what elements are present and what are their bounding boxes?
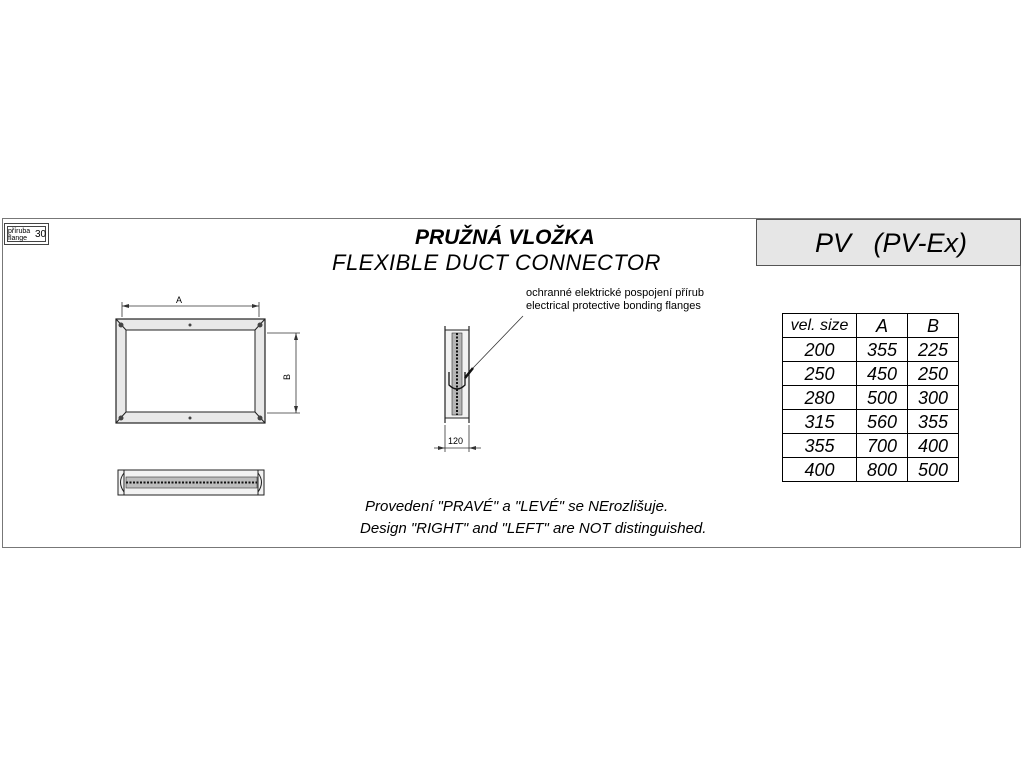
cell-b: 400 [908, 434, 959, 458]
table-row [783, 458, 959, 482]
side-view [445, 316, 730, 423]
cell-size: 280 [783, 386, 857, 410]
cell-size: 400 [783, 458, 857, 482]
size-table-header [783, 314, 959, 338]
header-size: vel. size [783, 314, 857, 338]
dimension-width-label: 120 [448, 436, 464, 446]
cell-b: 225 [908, 338, 959, 362]
cell-a: 500 [857, 386, 908, 410]
header-a: A [857, 314, 908, 338]
dimension-width [434, 425, 481, 452]
table-row [783, 362, 959, 386]
cell-size: 355 [783, 434, 857, 458]
size-table [782, 313, 959, 482]
title-czech: PRUŽNÁ VLOŽKA [415, 226, 595, 249]
flange-tag-value: 30 [35, 229, 47, 240]
top-view [118, 470, 264, 495]
title-english: FLEXIBLE DUCT CONNECTOR [332, 250, 661, 275]
dimension-a-label: A [176, 295, 183, 305]
dimension-b-label: B [282, 373, 292, 380]
design-note-english: Design "RIGHT" and "LEFT" are NOT distinguished. [360, 520, 707, 537]
cell-b: 250 [908, 362, 959, 386]
front-view [116, 319, 265, 423]
flange-tag-en: flange [8, 235, 28, 242]
bonding-note-english: electrical protective bonding flanges [526, 300, 701, 312]
cell-a: 800 [857, 458, 908, 482]
bonding-note-czech: ochranné elektrické pospojení přírub [526, 287, 704, 299]
flange-tag-cz: příruba [8, 228, 31, 235]
cell-a: 450 [857, 362, 908, 386]
table-row [783, 410, 959, 434]
cell-b: 300 [908, 386, 959, 410]
dimension-a [122, 295, 259, 317]
table-row [783, 434, 959, 458]
table-row [783, 338, 959, 362]
cell-b: 500 [908, 458, 959, 482]
model-label: PV (PV-Ex) [815, 228, 968, 258]
cell-size: 200 [783, 338, 857, 362]
cell-size: 315 [783, 410, 857, 434]
cell-a: 355 [857, 338, 908, 362]
cell-a: 560 [857, 410, 908, 434]
table-row [783, 386, 959, 410]
dimension-b [267, 333, 300, 413]
cell-b: 355 [908, 410, 959, 434]
design-note-czech: Provedení "PRAVÉ" a "LEVÉ" se NErozlišuje. [365, 498, 669, 515]
header-b: B [908, 314, 959, 338]
cell-size: 250 [783, 362, 857, 386]
cell-a: 700 [857, 434, 908, 458]
